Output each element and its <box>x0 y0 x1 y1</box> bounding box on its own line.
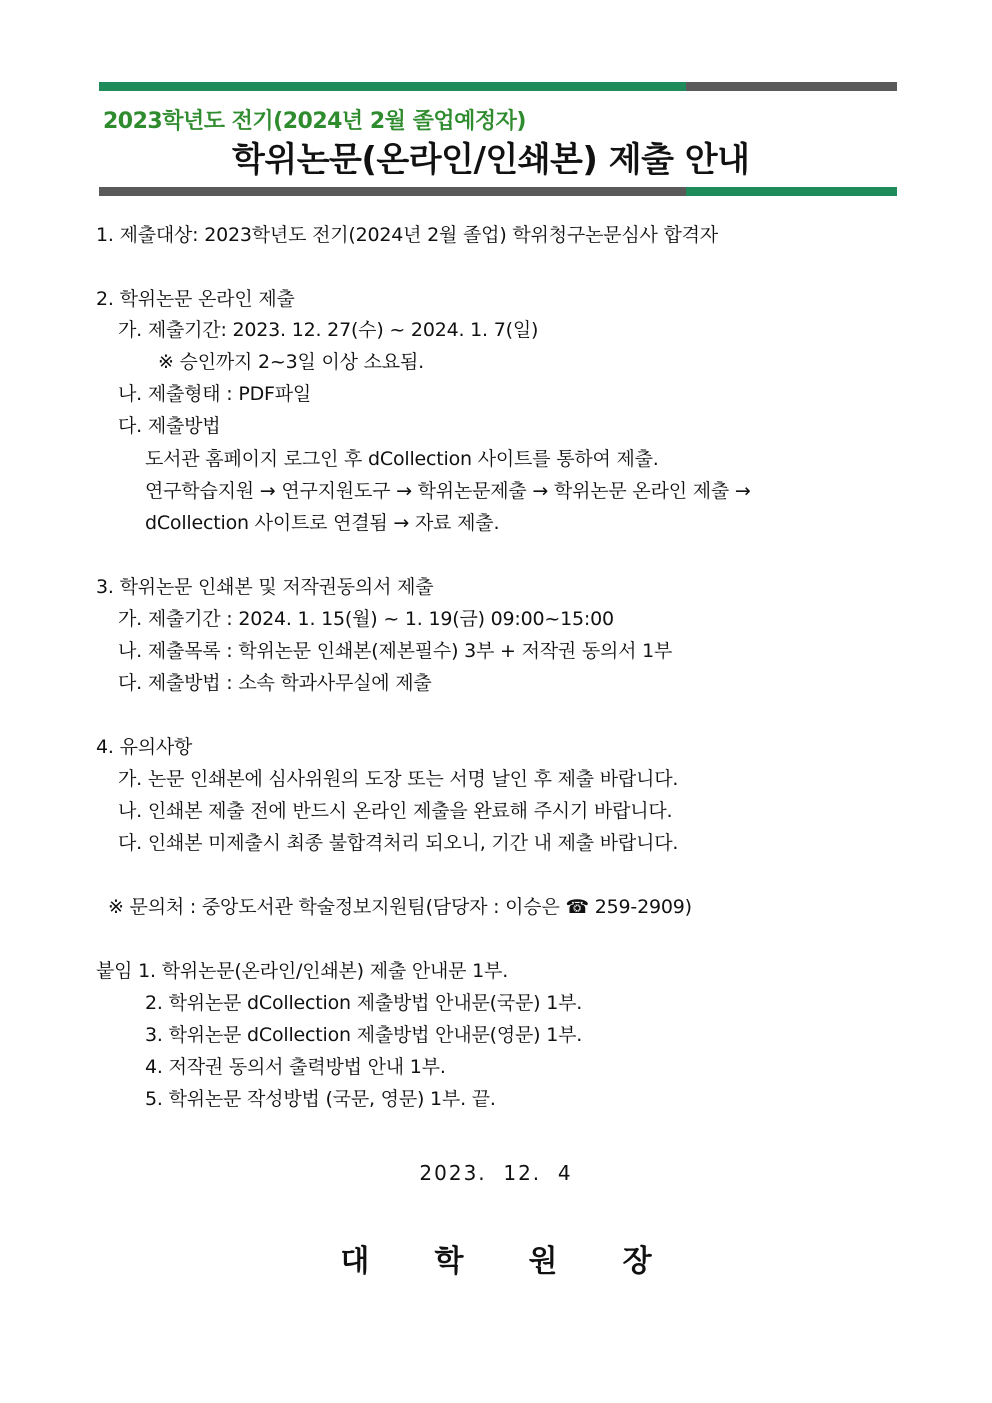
notice-title: 학위논문(온라인/인쇄본) 제출 안내 <box>232 140 750 180</box>
section-4-heading: 4. 유의사항 <box>96 736 193 758</box>
rule-green-segment <box>686 187 897 196</box>
issue-date: 2023. 12. 4 <box>419 1161 573 1185</box>
attachment-1: 붙임 1. 학위논문(온라인/인쇄본) 제출 안내문 1부. <box>96 960 509 982</box>
section-3-method: 다. 제출방법 : 소속 학과사무실에 제출 <box>118 672 432 694</box>
section-3-items: 나. 제출목록 : 학위논문 인쇄본(제본필수) 3부 + 저작권 동의서 1부 <box>118 640 673 662</box>
signature-char: 학 <box>434 1244 464 1279</box>
header-top-rule <box>99 82 897 91</box>
section-2-method-path: 연구학습지원 → 연구지원도구 → 학위논문제출 → 학위논문 온라인 제출 → <box>145 480 751 502</box>
section-2-approval-note: ※ 승인까지 2~3일 이상 소요됨. <box>158 351 424 373</box>
signature-char: 장 <box>622 1244 652 1279</box>
section-3-period: 가. 제출기간 : 2024. 1. 15(월) ~ 1. 19(금) 09:00~15:00 <box>118 608 614 630</box>
section-2-period: 가. 제출기간: 2023. 12. 27(수) ~ 2024. 1. 7(일) <box>118 319 539 341</box>
signature-block <box>0 1236 992 1280</box>
section-2-method-heading: 다. 제출방법 <box>118 415 221 437</box>
contact-note: ※ 문의처 : 중앙도서관 학술정보지원팀(담당자 : 이승은 ☎ 259-2909) <box>108 896 692 918</box>
attachment-4: 4. 저작권 동의서 출력방법 안내 1부. <box>145 1056 446 1078</box>
attachment-2: 2. 학위논문 dCollection 제출방법 안내문(국문) 1부. <box>145 992 583 1014</box>
section-3-heading: 3. 학위논문 인쇄본 및 저작권동의서 제출 <box>96 576 434 598</box>
section-4-item-b: 나. 인쇄본 제출 전에 반드시 온라인 제출을 완료해 주시기 바랍니다. <box>118 800 673 822</box>
section-4-item-c: 다. 인쇄본 미제출시 최종 불합격처리 되오니, 기간 내 제출 바랍니다. <box>118 832 679 854</box>
section-2-method-line: 도서관 홈페이지 로그인 후 dCollection 사이트를 통하여 제출. <box>145 448 659 470</box>
rule-gray-segment <box>686 82 897 91</box>
rule-gray-segment <box>99 187 686 196</box>
signature-char: 대 <box>340 1244 370 1279</box>
attachment-5: 5. 학위논문 작성방법 (국문, 영문) 1부. 끝. <box>145 1088 496 1110</box>
section-2-heading: 2. 학위논문 온라인 제출 <box>96 288 295 310</box>
section-2-method-path-cont: dCollection 사이트로 연결됨 → 자료 제출. <box>145 512 500 534</box>
signature-char: 원 <box>528 1244 558 1279</box>
section-4-item-a: 가. 논문 인쇄본에 심사위원의 도장 또는 서명 날인 후 제출 바랍니다. <box>118 768 679 790</box>
attachment-3: 3. 학위논문 dCollection 제출방법 안내문(영문) 1부. <box>145 1024 583 1046</box>
section-1-target: 1. 제출대상: 2023학년도 전기(2024년 2월 졸업) 학위청구논문심사 합격자 <box>96 224 718 246</box>
section-2-format: 나. 제출형태 : PDF파일 <box>118 383 312 405</box>
rule-green-segment <box>99 82 686 91</box>
notice-subtitle: 2023학년도 전기(2024년 2월 졸업예정자) <box>103 109 526 134</box>
header-bottom-rule <box>99 187 897 196</box>
